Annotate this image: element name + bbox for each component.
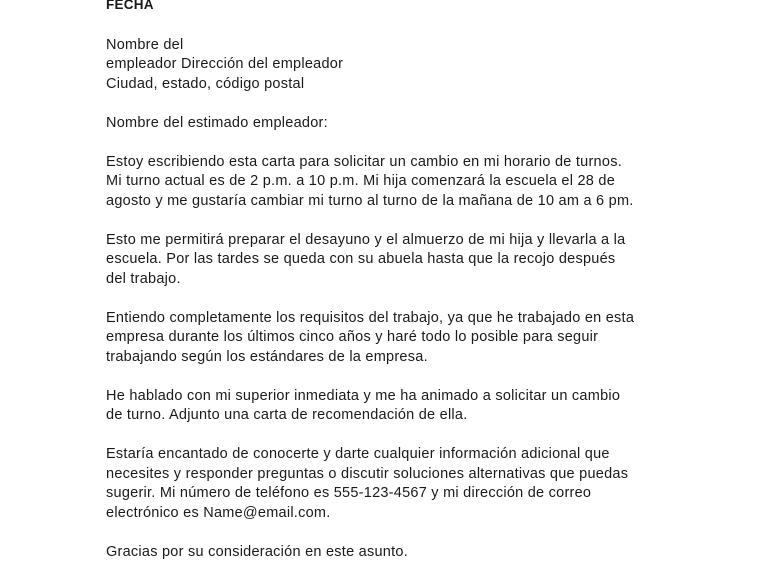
- paragraph-line: Entiendo completamente los requisitos del trabajo, ya que he trabajado en esta: [106, 309, 635, 326]
- paragraph-line: Estaría encantado de conocerte y darte cualquier información adicional que: [106, 446, 610, 462]
- salutation: Nombre del estimado empleador:: [106, 114, 328, 131]
- paragraph-line: Mi turno actual es de 2 p.m. a 10 p.m. Mi hija comenzará la escuela el 28 de: [106, 173, 616, 189]
- paragraph-supervisor: [106, 387, 746, 426]
- letter-document: [106, 0, 746, 562]
- paragraph-line: empresa durante los últimos cinco años y haré todo lo posible para seguir: [106, 329, 599, 345]
- paragraph-contact: [106, 445, 746, 523]
- paragraph-line: necesites y responder preguntas o discutir soluciones alternativas que puedas: [106, 465, 629, 482]
- employer-address: [106, 36, 746, 95]
- paragraph-line: agosto y me gustaría cambiar mi turno al turno de la mañana de 10 am a 6 pm.: [106, 192, 634, 209]
- paragraph-line: Estoy escribiendo esta carta para solicitar un cambio en mi horario de turnos.: [106, 153, 622, 170]
- paragraph-line: escuela. Por las tardes se queda con su abuela hasta que la recojo después: [106, 251, 616, 267]
- paragraph-commitment: [106, 309, 746, 368]
- paragraph-reason: [106, 231, 746, 290]
- address-line: Ciudad, estado, código postal: [106, 75, 305, 92]
- paragraph-line: de turno. Adjunto una carta de recomendación de ella.: [106, 407, 468, 423]
- paragraph-line: Esto me permitirá preparar el desayuno y el almuerzo de mi hija y llevarla a la: [106, 231, 626, 248]
- letter-date: FECHA: [106, 0, 154, 12]
- paragraph-line: trabajando según los estándares de la empresa.: [106, 348, 428, 365]
- closing: Gracias por su consideración en este asunto.: [106, 543, 408, 560]
- paragraph-line: sugerir. Mi número de teléfono es 555-123-4567 y mi dirección de correo: [106, 485, 592, 501]
- paragraph-line: electrónico es Name@email.com.: [106, 504, 331, 521]
- address-line: empleador Dirección del empleador: [106, 56, 344, 72]
- paragraph-shift-request: [106, 153, 746, 212]
- paragraph-line: He hablado con mi superior inmediata y me ha animado a solicitar un cambio: [106, 387, 621, 404]
- address-line: Nombre del: [106, 36, 184, 53]
- paragraph-line: del trabajo.: [106, 270, 181, 287]
